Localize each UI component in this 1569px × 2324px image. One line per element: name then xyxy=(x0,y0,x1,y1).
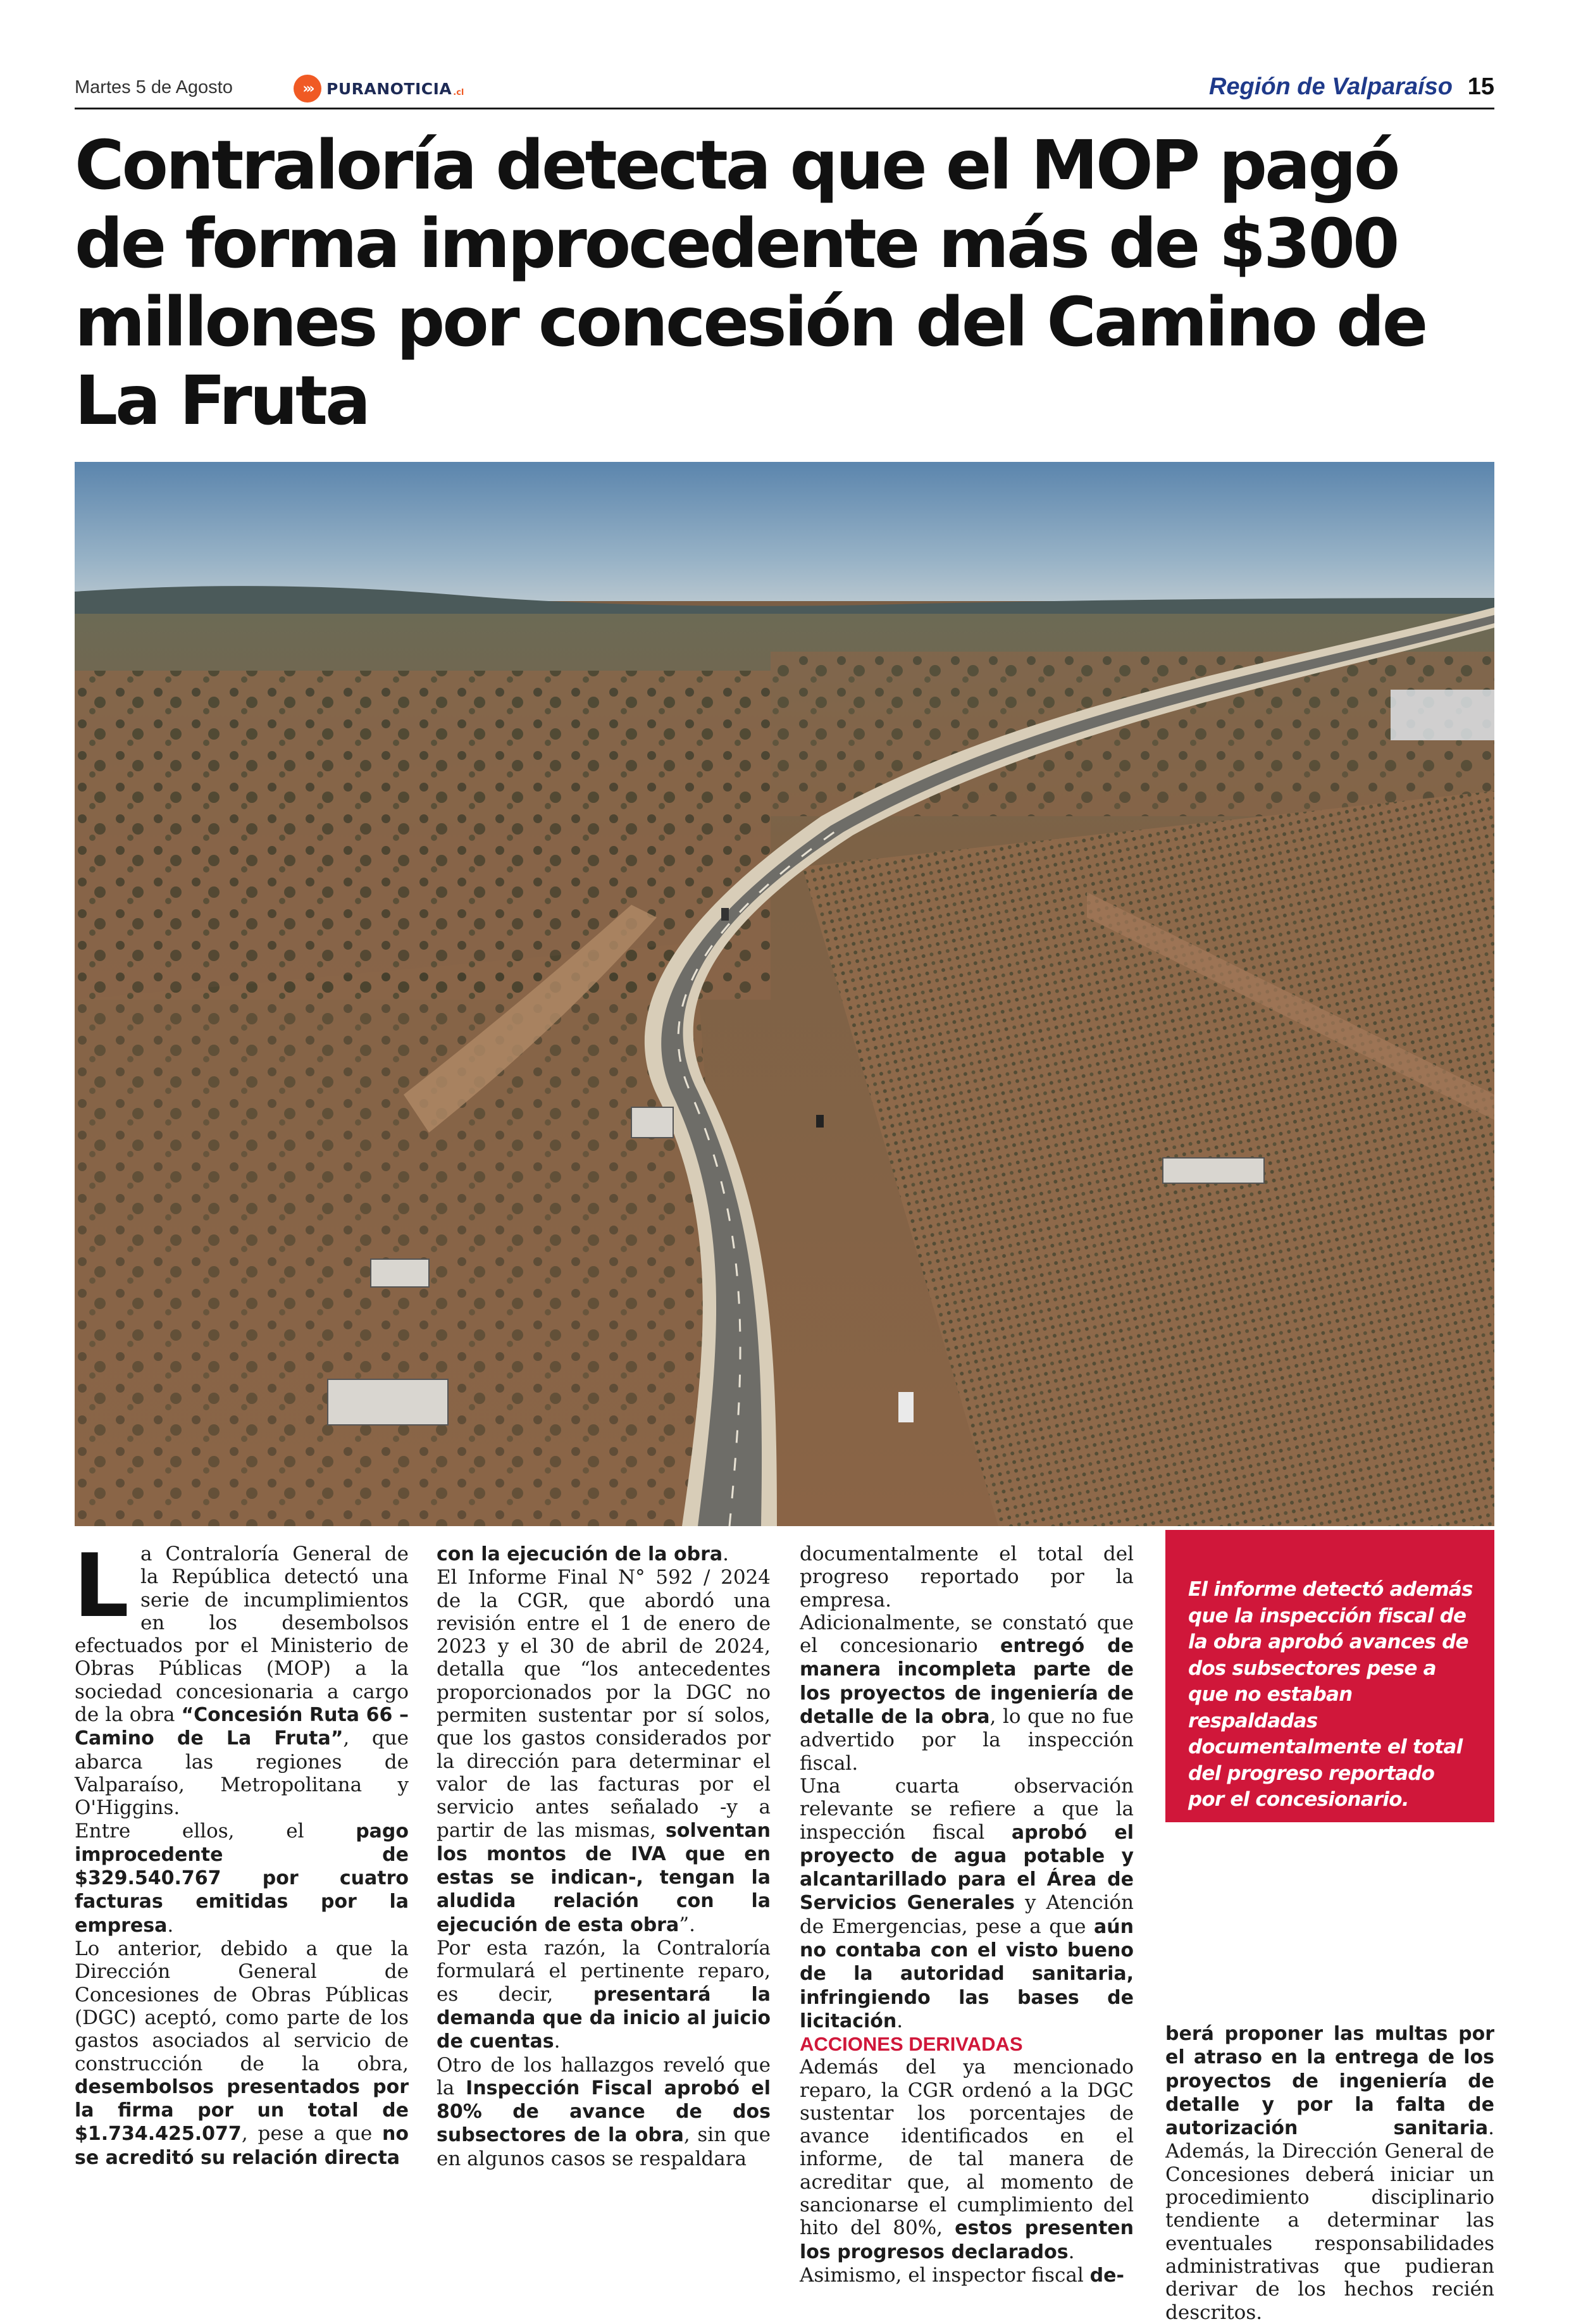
aerial-highway-photo xyxy=(75,462,1494,1526)
headline: Contraloría detecta que el MOP pagó de forma improcedente más de $300 millones por concesión del Camino de La Fruta xyxy=(75,127,1426,440)
article-column-3 xyxy=(800,1543,1134,2287)
header-divider xyxy=(75,108,1494,109)
article-photo xyxy=(75,462,1494,1526)
paragraph: con la ejecución de la obra. xyxy=(437,1543,729,1565)
paragraph: Adicionalmente, se constató que el concesionario entregó de manera incompleta parte de los proyectos de ingeniería de detalle de la obra, lo que no fue advertido por la inspección fiscal. xyxy=(800,1611,1134,1775)
section-subhead: ACCIONES DERIVADAS xyxy=(800,2033,1023,2056)
paragraph: Asimismo, el inspector fiscal de- xyxy=(800,2263,1124,2287)
paragraph: berá proponer las multas por el atraso en la entrega de los proyectos de ingeniería de detalle y por la falta de autorización sanitaria. Además, la Dirección General de Concesiones deberá iniciar un procedimiento disciplinario tendiente a determinar las eventuales responsabilidades administrativas que pudieran derivar de los hechos recién descritos. xyxy=(1165,2023,1494,2324)
section-name: Región de Valparaíso xyxy=(1208,73,1453,100)
paragraph: El Informe Final N° 592 / 2024 de la CGR, que abordó una revisión entre el 1 de enero de 2023 y el 30 de abril de 2024, detalla que “los antecedentes proporcionados por la DGC no permiten sustentar por sí solos, que los gastos considerados por la dirección para determinar el valor de las facturas por el servicio antes señalado -y a partir de las mismas, solventan los montos de IVA que en estas se indican-, tengan la aludida relación con la ejecución de esta obra”. xyxy=(437,1566,771,1936)
drop-cap: L xyxy=(73,1535,129,1637)
paragraph: documentalmente el total del progreso reportado por la empresa. xyxy=(800,1543,1134,1612)
brand-name: PURANOTICIA xyxy=(326,79,452,98)
issue-date: Martes 5 de Agosto xyxy=(75,77,233,97)
paragraph: Otro de los hallazgos reveló que la Inspección Fiscal aprobó el 80% de avance de dos subsectores de la obra, sin que en algunos casos se respaldara xyxy=(437,2053,771,2170)
article-column-2 xyxy=(437,1543,771,2170)
paragraph: a Contraloría General de la República detectó una serie de incumplimientos en los desembolsos efectuados por el Ministerio de Obras Públicas (MOP) a la sociedad concesionaria a cargo de la obra “Concesión Ruta 66 – Camino de La Fruta”, que abarca las regiones de Valparaíso, Metropolitana y O'Higgins. xyxy=(75,1543,409,1820)
chevrons-icon: ››› xyxy=(294,75,321,103)
page-number: 15 xyxy=(1467,73,1494,100)
article-column-1 xyxy=(73,1535,409,2170)
article-column-4 xyxy=(1165,2022,1494,2324)
paragraph: Entre ellos, el pago improcedente de $329.540.767 por cuatro facturas emitidas por la empresa. xyxy=(75,1819,409,1937)
pull-quote-box xyxy=(1165,1530,1494,1822)
paragraph: Por esta razón, la Contraloría formulará el pertinente reparo, es decir, presentará la demanda que da inicio al juicio de cuentas. xyxy=(437,1937,771,2053)
paragraph: Lo anterior, debido a que la Dirección General de Concesiones de Obras Públicas (DGC) aceptó, como parte de los gastos asociados al servicio de construcción de la obra, desembolsos presentados por la firma por un total de $1.734.425.077, pese a que no se acreditó su relación directa xyxy=(75,1937,409,2169)
brand-logo xyxy=(294,75,464,103)
pull-quote-text: El informe detectó además que la inspección fiscal de la obra aprobó avances de dos subsectores pese a que no estaban respaldadas documentalmente el total del progreso reportado por el concesionario. xyxy=(1188,1578,1473,1811)
brand-suffix: .cl xyxy=(453,87,464,97)
page-header xyxy=(75,68,1494,113)
paragraph: Además del ya mencionado reparo, la CGR ordenó a la DGC sustentar los porcentajes de avance identificados en el informe, de tal manera de acreditar que, al momento de sancionarse el cumplimiento del hito del 80%, estos presenten los progresos declarados. xyxy=(800,2056,1134,2263)
paragraph: Una cuarta observación relevante se refiere a que la inspección fiscal aprobó el proyecto de agua potable y alcantarillado para el Área de Servicios Generales y Atención de Emergencias, pese a que aún no contaba con el visto bueno de la autoridad sanitaria, infringiendo las bases de licitación. xyxy=(800,1774,1134,2032)
